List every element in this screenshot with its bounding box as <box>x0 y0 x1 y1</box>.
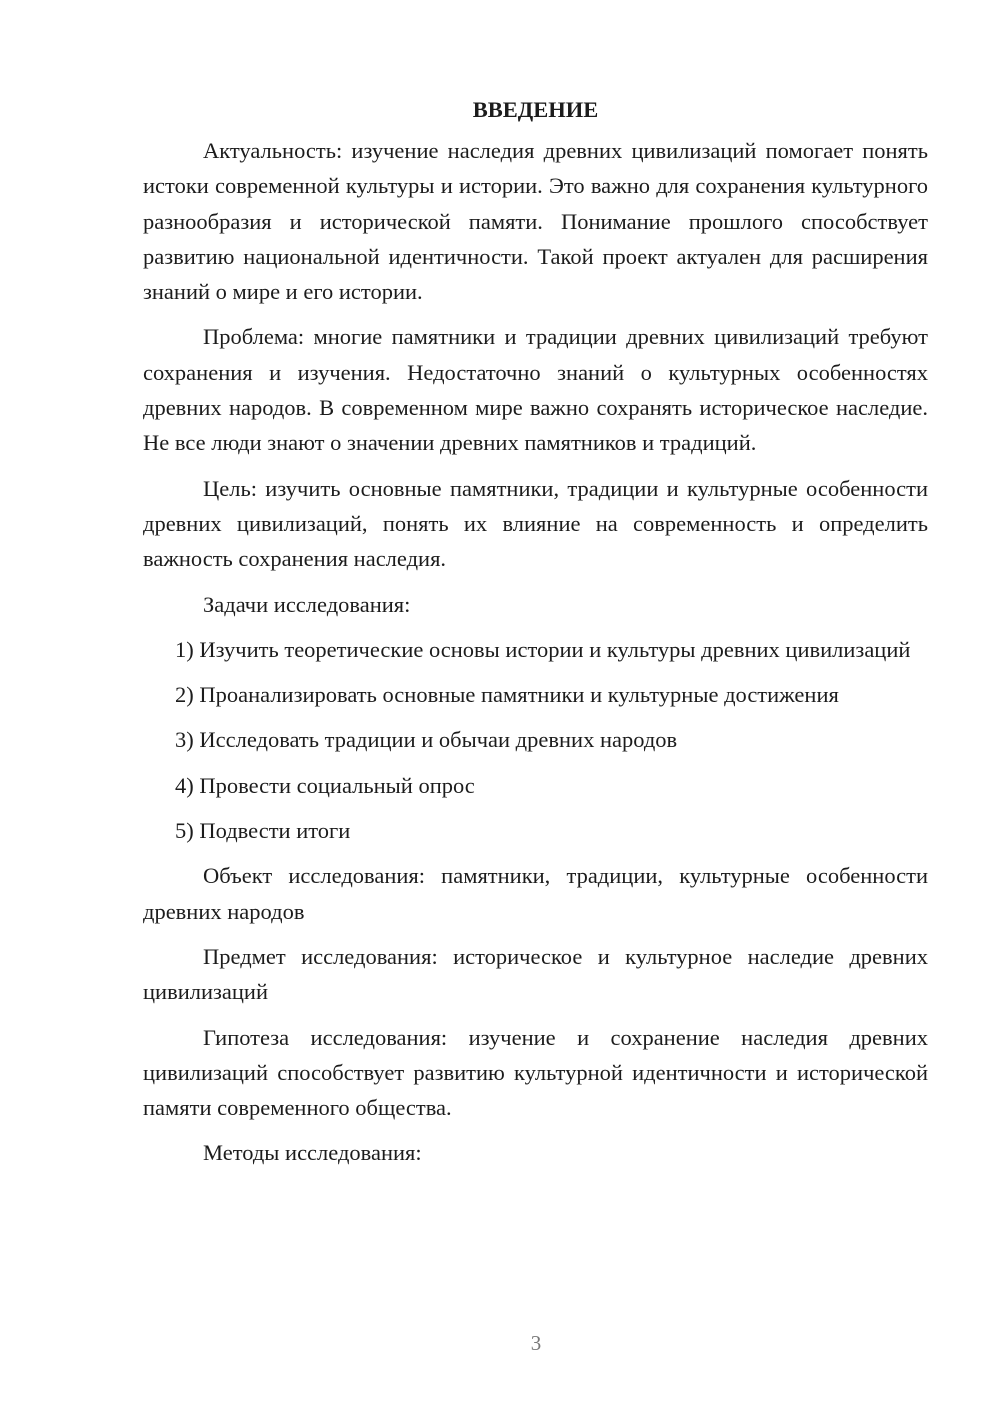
paragraph-object: Объект исследования: памятники, традиции, культурные особенности древних народов <box>143 863 928 924</box>
task-item-4: 4) Провести социальный опрос <box>175 772 475 798</box>
page-number: 3 <box>530 1331 542 1355</box>
task-item-1: 1) Изучить теоретические основы истории и культуры древних цивилизаций <box>175 636 911 662</box>
task-item-5: 5) Подвести итоги <box>175 818 351 844</box>
paragraph-problem: Проблема: многие памятники и традиции древних цивилизаций требуют сохранения и изучения. Недостаточно знаний о культурных особенностях древних народов. В современном мире важно сохранять историческое наследие. Не все люди знают о значении древних памятников и традиций. <box>143 324 928 456</box>
document-title: ВВЕДЕНИЕ <box>472 97 599 122</box>
paragraph-methods: Методы исследования: <box>203 1140 422 1166</box>
paragraph-goal: Цель: изучить основные памятники, традиции и культурные особенности древних цивилизаций, понять их влияние на современность и определить важность сохранения наследия. <box>143 475 928 572</box>
paragraph-relevance: Актуальность: изучение наследия древних цивилизаций помогает понять истоки современной культуры и истории. Это важно для сохранения культурного разнообразия и исторической памяти. Понимание прошлого способствует развитию национальной идентичности. Такой проект актуален для расширения знаний о мире и его истории. <box>143 138 928 305</box>
paragraph-hypothesis: Гипотеза исследования: изучение и сохранение наследия древних цивилизаций способствует развитию культурной идентичности и исторической памяти современного общества. <box>143 1024 928 1121</box>
document-page <box>143 92 928 1181</box>
task-item-2: 2) Проанализировать основные памятники и культурные достижения <box>175 682 839 708</box>
tasks-heading: Задачи исследования: <box>203 591 411 617</box>
task-item-3: 3) Исследовать традиции и обычаи древних народов <box>175 727 678 753</box>
paragraph-subject: Предмет исследования: историческое и культурное наследие древних цивилизаций <box>143 943 928 1005</box>
